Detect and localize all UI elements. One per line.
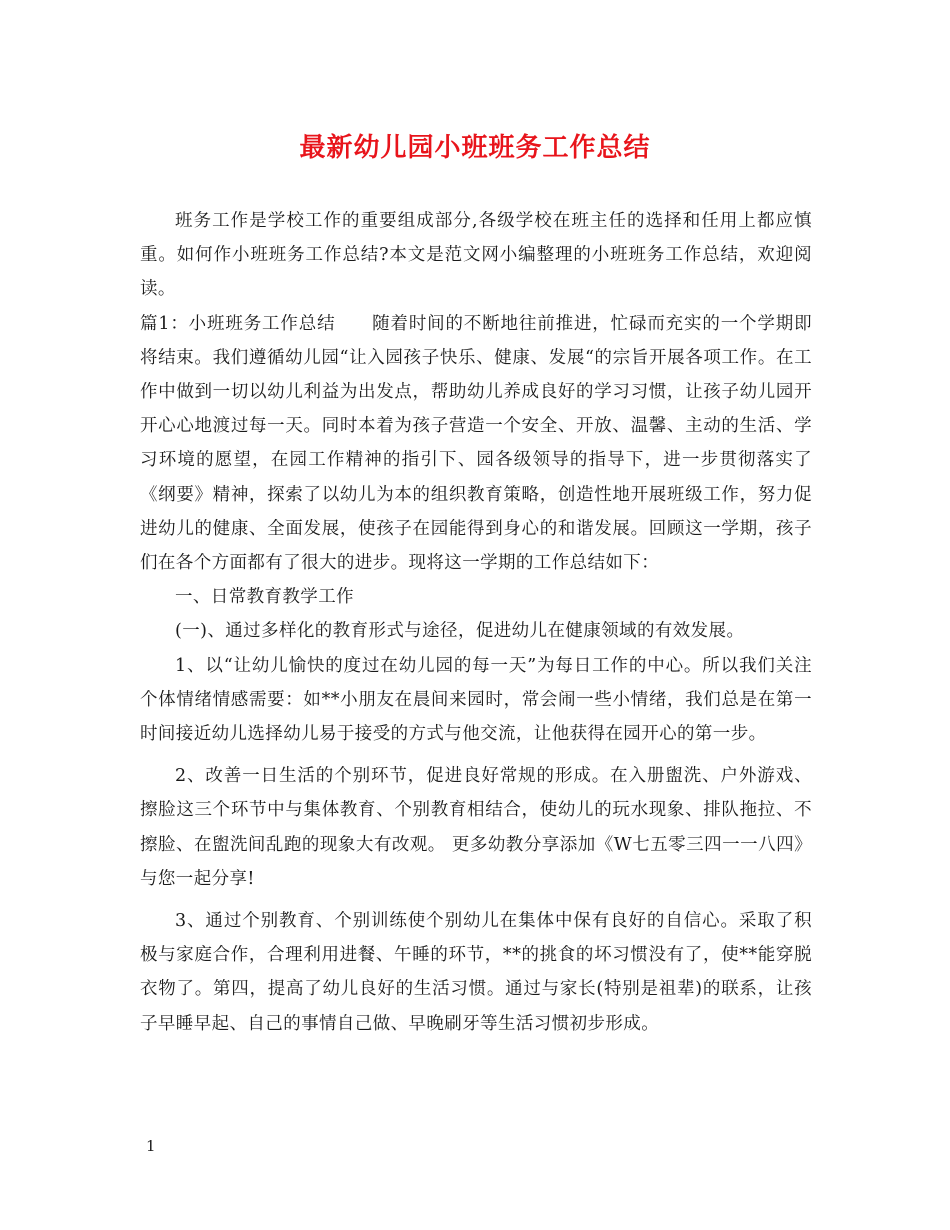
document-title: 最新幼儿园小班班务工作总结 xyxy=(299,133,651,163)
document-body xyxy=(140,204,812,1041)
intro-paragraph: 班务工作是学校工作的重要组成部分,各级学校在班主任的选择和任用上都应慎重。如何作小班班务工作总结?本文是范文网小编整理的小班班务工作总结，欢迎阅读。 xyxy=(140,211,812,300)
point-3-paragraph: 3、通过个别教育、个别训练使个别幼儿在集体中保有良好的自信心。采取了积极与家庭合作，合理利用进餐、午睡的环节，**的挑食的坏习惯没有了，使**能穿脱衣物了。第四，提高了幼儿良好的生活习惯。通过与家长(特别是祖辈)的联系，让孩子早睡早起、自己的事情自己做、早晚刷牙等生活习惯初步形成。 xyxy=(140,911,812,1034)
point-1-paragraph: 1、以“让幼儿愉快的度过在幼儿园的每一天”为每日工作的中心。所以我们关注个体情绪情感需要：如**小朋友在晨间来园时，常会闹一些小情绪，我们总是在第一时间接近幼儿选择幼儿易于接受的方式与他交流，让他获得在园开心的第一步。 xyxy=(140,655,812,745)
section-one-paragraph: 篇1：小班班务工作总结 随着时间的不断地往前推进，忙碌而充实的一个学期即将结束。我们遵循幼儿园“让入园孩子快乐、健康、发展“的宗旨开展各项工作。在工作中做到一切以幼儿利益为出发点，帮助幼儿养成良好的学习习惯，让孩子幼儿园开开心心地渡过每一天。同时本着为孩子营造一个安全、开放、温馨、主动的生活、学习环境的愿望，在园工作精神的指引下、园各级领导的指导下，进一步贯彻落实了《纲要》精神，探索了以幼儿为本的组织教育策略，创造性地开展班级工作，努力促进幼儿的健康、全面发展，使孩子在园能得到身心的和谐发展。回顾这一学期，孩子们在各个方面都有了很大的进步。现将这一学期的工作总结如下： xyxy=(140,313,812,574)
point-2-paragraph: 2、改善一日生活的个别环节，促进良好常规的形成。在入册盥洗、户外游戏、擦脸这三个环节中与集体教育、个别教育相结合，使幼儿的玩水现象、排队拖拉、不擦脸、在盥洗间乱跑的现象大有改观。 更多幼教分享添加《W七五零三四一一八四》与您一起分享! xyxy=(140,766,812,889)
page-number: 1 xyxy=(146,1137,156,1155)
subheading-health: (一)、通过多样化的教育形式与途径，促进幼儿在健康领域的有效发展。 xyxy=(175,621,745,642)
heading-daily-teaching: 一、日常教育教学工作 xyxy=(175,587,354,608)
